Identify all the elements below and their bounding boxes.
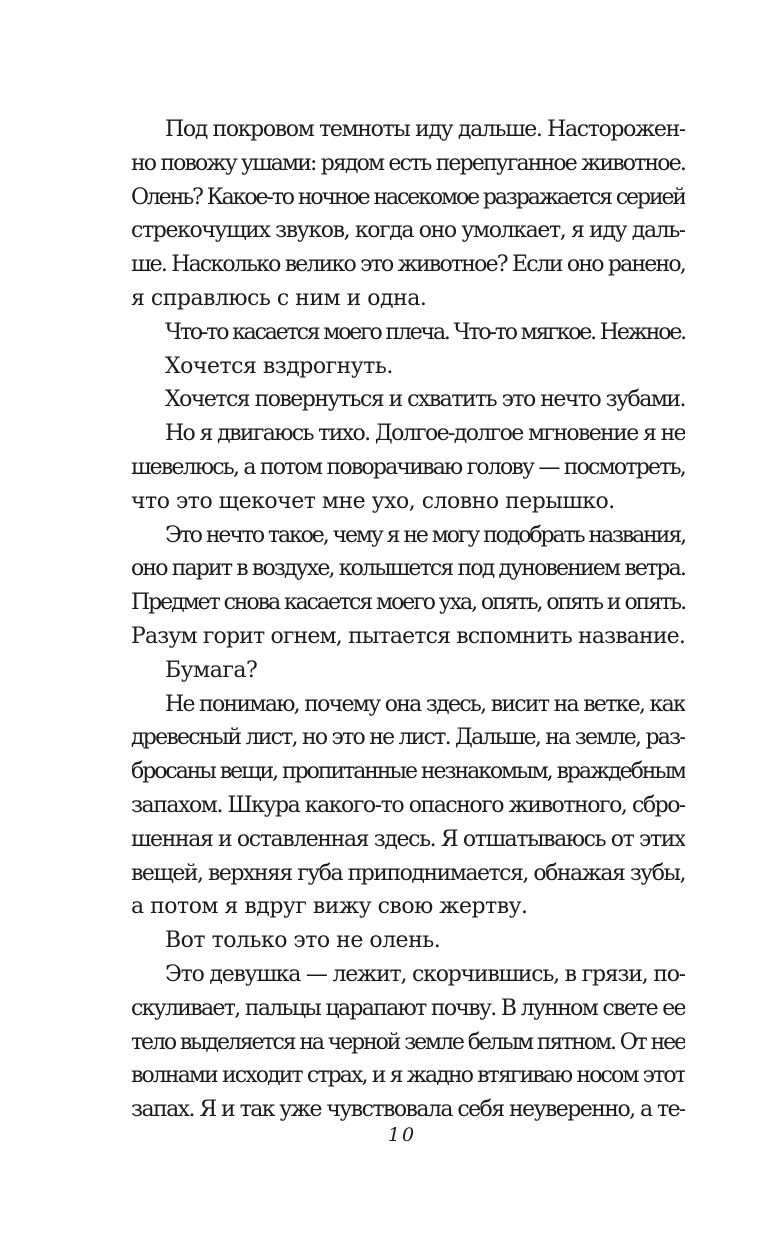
text-line: Разум горит огнем, пытается вспомнить название. <box>131 623 685 649</box>
text-line: Но я двигаюсь тихо. Долгое-долгое мгновение я не <box>165 421 685 447</box>
text-line: Хочется повернуться и схватить это нечто зубами. <box>165 387 686 413</box>
text-line: Это нечто такое, чему я не могу подобрать названия, <box>165 522 685 548</box>
text-line: запахом. Шкура какого-то опасного животного, сбро- <box>131 792 685 818</box>
text-line: я справлюсь с ним и одна. <box>131 285 427 311</box>
text-line: Вот только это не олень. <box>165 928 441 954</box>
text-line: Не понимаю, почему она здесь, висит на ветке, как <box>165 691 685 717</box>
text-line: Это девушка — лежит, скорчившись, в грязи, по- <box>165 961 685 987</box>
text-line: шенная и оставленная здесь. Я отшатываюсь от этих <box>131 826 685 852</box>
text-line: а потом я вдруг вижу свою жертву. <box>131 894 528 920</box>
text-line: тело выделяется на черной земле белым пятном. От нее <box>131 1029 685 1055</box>
text-line: Олень? Какое-то ночное насекомое разражается серией <box>131 184 685 210</box>
text-line: волнами исходит страх, и я жадно втягиваю носом этот <box>131 1063 685 1089</box>
text-line: но повожу ушами: рядом есть перепуганное животное. <box>131 150 685 176</box>
text-line: ше. Насколько велико это животное? Если оно ранено, <box>131 252 685 278</box>
text-line: что это щекочет мне ухо, словно перышко. <box>131 488 615 514</box>
text-line: Предмет снова касается моего уха, опять, опять и опять. <box>131 590 685 616</box>
text-line: шевелюсь, а потом поворачиваю голову — посмотреть, <box>131 454 685 480</box>
text-line: Хочется вздрогнуть. <box>165 353 393 379</box>
text-line: бросаны вещи, пропитанные незнакомым, враждебным <box>131 759 685 785</box>
text-line: запах. Я и так уже чувствовала себя неуверенно, а те- <box>131 1097 685 1123</box>
text-line: стрекочущих звуков, когда оно умолкает, я иду даль- <box>131 218 685 244</box>
page-number: 10 <box>387 1124 417 1146</box>
text-line: скуливает, пальцы царапают почву. В лунном свете ее <box>131 995 685 1021</box>
text-line: вещей, верхняя губа приподнимается, обнажая зубы, <box>131 860 685 886</box>
text-line: древесный лист, но это не лист. Дальше, на земле, раз- <box>131 725 685 751</box>
text-line: оно парит в воздухе, колышется под дуновением ветра. <box>131 556 685 582</box>
text-line: Что-то касается моего плеча. Что-то мягкое. Нежное. <box>165 319 685 345</box>
body-text <box>131 113 685 1127</box>
text-line: Под покровом темноты иду дальше. Насторожен- <box>165 117 685 142</box>
text-line: Бумага? <box>165 657 258 683</box>
